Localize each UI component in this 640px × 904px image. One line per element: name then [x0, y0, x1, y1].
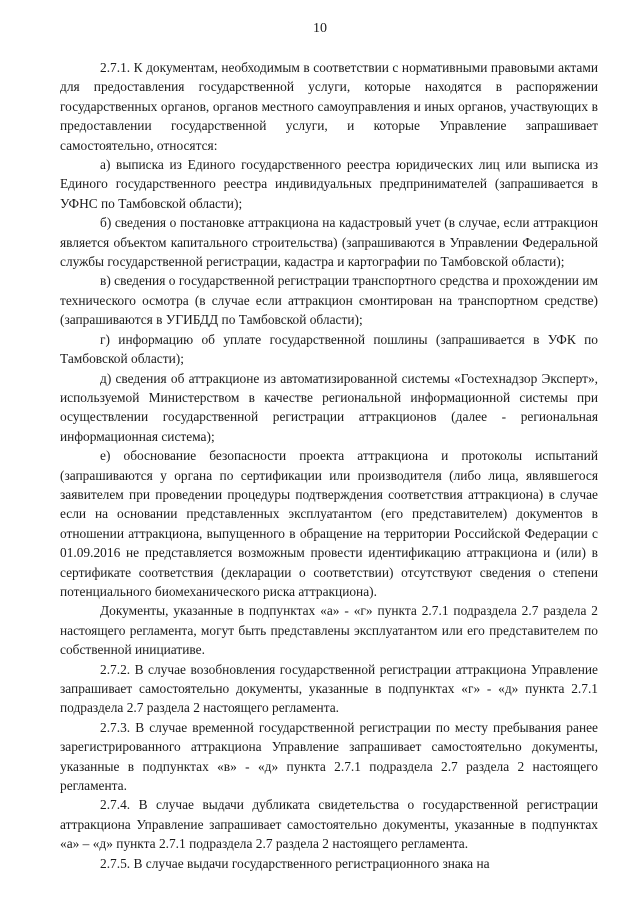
paragraph-item-d: д) сведения об аттракционе из автоматизированной системы «Гостехнадзор Эксперт», используемой Министерством в качестве региональной информационной системы при осуществлении государственной регистрации аттракционов (далее - региональная информационная система);: [60, 370, 598, 444]
paragraph-2-7-2: 2.7.2. В случае возобновления государственной регистрации аттракциона Управление запрашивает самостоятельно документы, указанные в подпунктах «г» - «д» пункта 2.7.1 подраздела 2.7 раздела 2 настоящего регламента.: [60, 661, 598, 716]
page-number: 10: [313, 21, 327, 36]
paragraph-item-v: в) сведения о государственной регистрации транспортного средства и прохождении им технического осмотра (в случае если аттракцион смонтирован на транспортном средстве) (запрашиваются в УГИБДД по Тамбовской области);: [60, 273, 598, 328]
paragraph-item-g: г) информацию об уплате государственной пошлины (запрашивается в УФК по Тамбовской области);: [60, 331, 598, 367]
paragraph-item-b: б) сведения о постановке аттракциона на кадастровый учет (в случае, если аттракцион является объектом капитального строительства) (запрашиваются в Управлении Федеральной службы государственной регистрации, кадастра и картографии по Тамбовской области);: [60, 215, 598, 270]
paragraph-2-7-1: 2.7.1. К документам, необходимым в соответствии с нормативными правовыми актами для предоставления государственной услуги, которые находятся в распоряжении государственных органов, органов местного самоуправления и иных органов, участвующих в предоставлении государственной услуги, и которые Управление запрашивает самостоятельно, относятся:: [60, 60, 598, 153]
paragraph-documents-note: Документы, указанные в подпунктах «а» - «г» пункта 2.7.1 подраздела 2.7 раздела 2 настоящего регламента, могут быть представлены эксплуатантом или его представителем по собственной инициативе.: [60, 603, 598, 658]
paragraph-2-7-3: 2.7.3. В случае временной государственной регистрации по месту пребывания ранее зарегистрированного аттракциона Управление запрашивает самостоятельно документы, указанные в подпунктах «в» - «д» пункта 2.7.1 подраздела 2.7 раздела 2 настоящего регламента.: [60, 719, 598, 794]
paragraph-2-7-4: 2.7.4. В случае выдачи дубликата свидетельства о государственной регистрации аттракциона Управление запрашивает самостоятельно документы, указанные в подпунктах «а» – «д» пункта 2.7.1 подраздела 2.7 раздела 2 настоящего регламента.: [60, 797, 598, 852]
paragraph-2-7-5: 2.7.5. В случае выдачи государственного регистрационного знака на: [100, 855, 490, 871]
document-body: [60, 58, 598, 873]
paragraph-item-e: е) обоснование безопасности проекта аттракциона и протоколы испытаний (запрашиваются у органа по сертификации или производителя (либо лица, являвшегося заявителем при проведении процедуры подтверждения соответствия аттракциона) в случае если на основании представленных эксплуатантом (его представителем) документов в отношении аттракциона, выпущенного в обращение на территории Российской Федерации с 01.09.2016 не представляется возможным провести идентификацию аттракциона и (или) в сертификате соответствия (декларации о соответствии) отсутствуют сведения о степени потенциального биомеханического риска аттракциона).: [60, 448, 598, 599]
paragraph-item-a: а) выписка из Единого государственного реестра юридических лиц или выписка из Единого государственного реестра индивидуальных предпринимателей (запрашивается в УФНС по Тамбовской области);: [60, 157, 598, 211]
